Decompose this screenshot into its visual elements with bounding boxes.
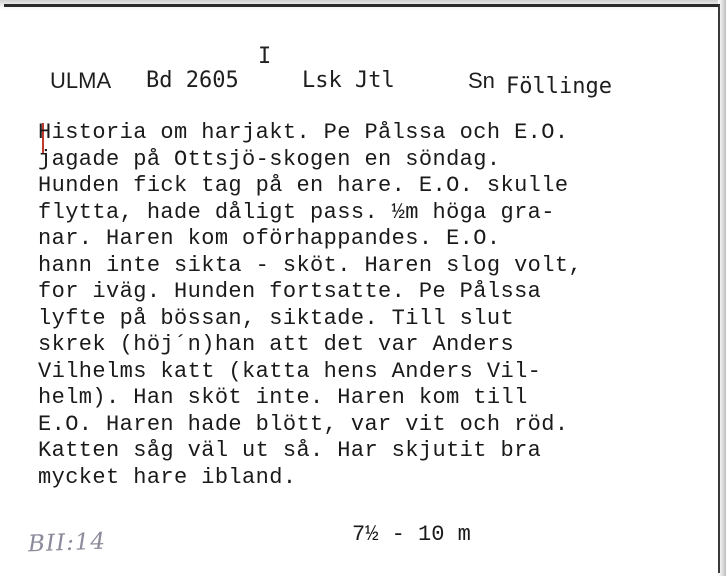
body-line: nar. Haren kom oförhappandes. E.O.	[38, 226, 501, 251]
socken-label: Sn	[468, 68, 495, 93]
body-line: helm). Han sköt inte. Haren kom till	[38, 385, 528, 410]
volume-number: Bd 2605	[146, 68, 239, 93]
body-line: E.O. Haren hade blött, var vit och röd.	[38, 411, 569, 437]
body-line: Hunden fick tag på en hare. E.O. skulle	[38, 173, 569, 198]
landskap-code: Lsk Jtl	[302, 68, 395, 93]
archive-code: ULMA	[50, 68, 112, 93]
recording-length: 7½ - 10 m	[352, 522, 471, 547]
socken-name: Föllinge	[506, 74, 612, 99]
body-line: lyfte på bössan, siktade. Till slut	[38, 305, 515, 331]
body-line: skrek (höj´n)han att det var Anders	[38, 332, 515, 357]
body-line: Katten såg väl ut så. Har skjutit bra	[38, 438, 542, 463]
body-line: jagade på Ottsjö-skogen en söndag.	[38, 146, 501, 172]
card-body-text	[38, 120, 582, 491]
handwritten-shelf-mark: BII:14	[27, 528, 107, 558]
roman-numeral: I	[258, 44, 272, 69]
body-line: mycket hare ibland.	[38, 464, 297, 490]
body-line: Historia om harjakt. Pe Pålssa och E.O.	[38, 120, 569, 145]
body-line: hann inte sikta - sköt. Haren slog volt,	[38, 252, 583, 278]
body-line: flytta, hade dåligt pass. ½m höga gra-	[38, 199, 555, 225]
body-line: for iväg. Hunden fortsatte. Pe Pålssa	[38, 279, 542, 304]
body-line: Vilhelms katt (katta hens Anders Vil-	[38, 358, 542, 384]
